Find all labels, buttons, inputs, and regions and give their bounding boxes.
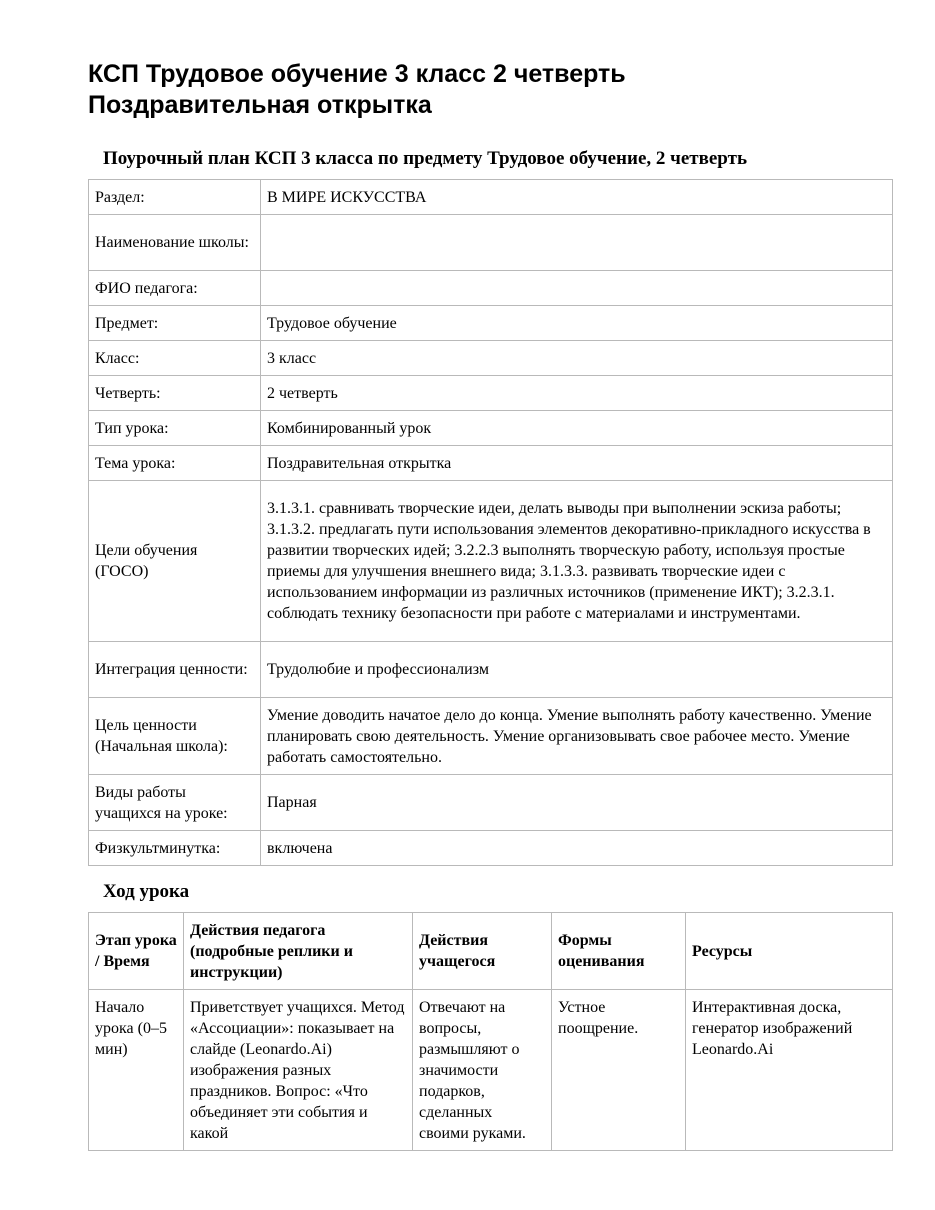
row-value: Трудолюбие и профессионализм <box>261 642 893 698</box>
table-row <box>89 775 893 831</box>
cell-text: Приветствует учащихся. Метод «Ассоциации»: показывает на слайде (Leonardo.Ai) изображения разных праздников. Вопрос: «Что объединяет эти события и какой <box>190 999 405 1142</box>
row-label: Виды работы учащихся на уроке: <box>89 775 261 831</box>
cell-resources <box>686 990 893 1151</box>
table-row <box>89 831 893 866</box>
row-label: Цель ценности (Начальная школа): <box>89 698 261 775</box>
document-title <box>88 59 893 121</box>
row-value: 3 класс <box>261 341 893 376</box>
row-value: Умение доводить начатое дело до конца. Умение выполнять работу качественно. Умение планировать свою деятельность. Умение организовывать свое рабочее место. Умение работать самостоятельно. <box>261 698 893 775</box>
row-value: Трудовое обучение <box>261 306 893 341</box>
row-value: включена <box>261 831 893 866</box>
row-label: Физкультминутка: <box>89 831 261 866</box>
row-label: Тип урока: <box>89 411 261 446</box>
table-header-row <box>89 913 893 990</box>
table-row <box>89 642 893 698</box>
row-value: В МИРЕ ИСКУССТВА <box>261 180 893 215</box>
row-value: 3.1.3.1. сравнивать творческие идеи, делать выводы при выполнении эскиза работы; 3.1.3.2. предлагать пути использования элементов декоративно-прикладного искусства в развитии творческих идей; 3.2.2.3 выполнять творческую работу, используя простые приемы для улучшения внешнего вида; 3.1.3.3. развивать творческие идеи с использованием информации из различных источников (применение ИКТ); 3.2.3.1. соблюдать технику безопасности при работе с материалами и инструментами. <box>261 481 893 642</box>
row-value <box>261 271 893 306</box>
row-label: ФИО педагога: <box>89 271 261 306</box>
column-header: Этап урока / Время <box>89 913 184 990</box>
cell-text: Начало урока (0–5 мин) <box>95 999 167 1058</box>
row-label: Цели обучения (ГОСО) <box>89 481 261 642</box>
lesson-heading: Ход урока <box>103 881 190 902</box>
cell-teacher <box>184 990 413 1151</box>
cell-text: Интерактивная доска, генератор изображений Leonardo.Ai <box>692 999 853 1058</box>
table-row <box>89 990 893 1151</box>
row-value <box>261 215 893 271</box>
row-value: Комбинированный урок <box>261 411 893 446</box>
row-label: Наименование школы: <box>89 215 261 271</box>
row-label: Четверть: <box>89 376 261 411</box>
table-row <box>89 481 893 642</box>
column-header: Ресурсы <box>686 913 893 990</box>
row-value: 2 четверть <box>261 376 893 411</box>
lesson-table <box>88 912 893 1151</box>
column-header: Действия педагога (подробные реплики и инструкции) <box>184 913 413 990</box>
document-title-line-2: Поздравительная открытка <box>88 91 432 119</box>
table-row <box>89 341 893 376</box>
table-row <box>89 698 893 775</box>
cell-assessment <box>552 990 686 1151</box>
table-row <box>89 376 893 411</box>
row-label: Класс: <box>89 341 261 376</box>
row-value: Парная <box>261 775 893 831</box>
table-row <box>89 411 893 446</box>
row-value: Поздравительная открытка <box>261 446 893 481</box>
row-label: Предмет: <box>89 306 261 341</box>
row-label: Интеграция ценности: <box>89 642 261 698</box>
cell-text: Отвечают на вопросы, размышляют о значимости подарков, сделанных своими руками. <box>419 999 526 1142</box>
cell-student <box>413 990 552 1151</box>
plan-heading: Поурочный план КСП 3 класса по предмету Трудовое обучение, 2 четверть <box>103 148 747 169</box>
table-row <box>89 215 893 271</box>
table-row <box>89 446 893 481</box>
plan-table <box>88 179 893 866</box>
column-header: Формы оценивания <box>552 913 686 990</box>
cell-stage <box>89 990 184 1151</box>
table-row <box>89 271 893 306</box>
column-header: Действия учащегося <box>413 913 552 990</box>
document-title-line-1: КСП Трудовое обучение 3 класс 2 четверть <box>88 60 626 88</box>
table-row <box>89 306 893 341</box>
row-label: Тема урока: <box>89 446 261 481</box>
row-label: Раздел: <box>89 180 261 215</box>
table-row <box>89 180 893 215</box>
cell-text: Устное поощрение. <box>558 999 639 1037</box>
